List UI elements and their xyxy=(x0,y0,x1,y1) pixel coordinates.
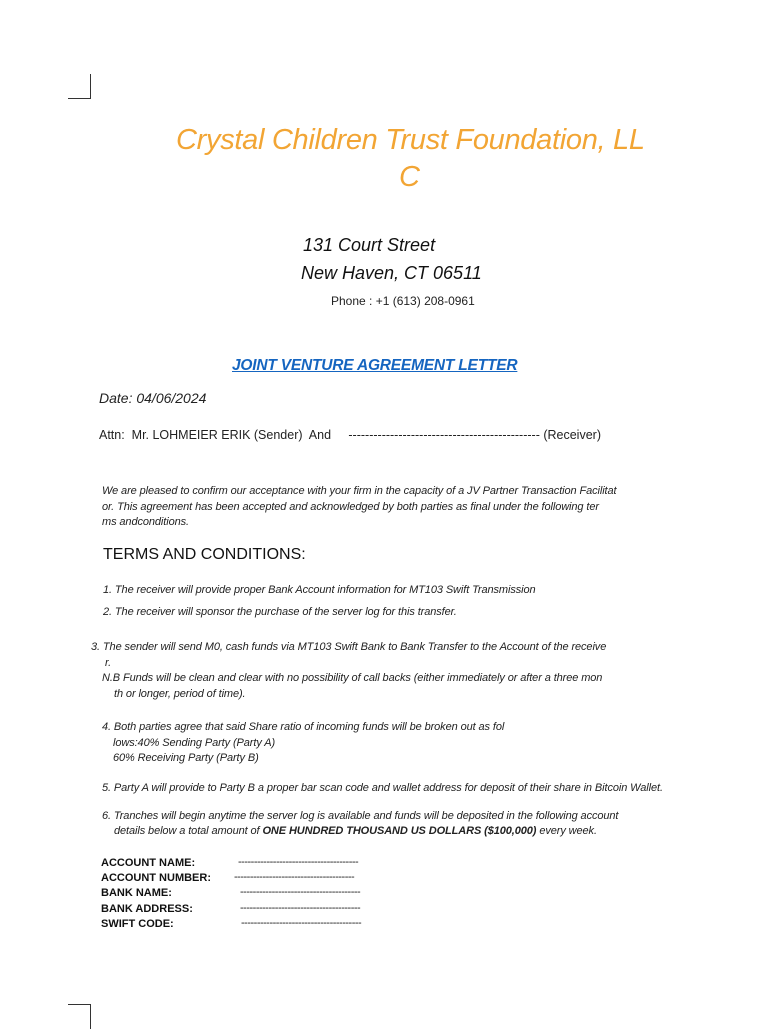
amount-text: ONE HUNDRED THOUSAND US DOLLARS ($100,000) xyxy=(262,825,537,837)
company-name-line1: Crystal Children Trust Foundation, LL xyxy=(176,124,645,156)
crop-mark-bottom xyxy=(68,1004,91,1029)
account-number-label: ACCOUNT NUMBER: xyxy=(101,872,211,884)
account-number-value: -------------------------------------- xyxy=(234,871,355,883)
term-6-cont: details below a total amount of ONE HUNDRED THOUSAND US DOLLARS ($100,000) every week. xyxy=(114,825,597,837)
address-city: New Haven, CT 06511 xyxy=(301,263,482,283)
swift-code-label: SWIFT CODE: xyxy=(101,918,174,930)
intro-line: ms andconditions. xyxy=(102,516,189,528)
bank-name-value: -------------------------------------- xyxy=(240,886,361,898)
nb-note: N.B Funds will be clean and clear with no possibility of call backs (either immediately or after a three mon xyxy=(102,672,603,684)
bank-name-label: BANK NAME: xyxy=(101,887,172,899)
term-6: 6. Tranches will begin anytime the server log is available and funds will be deposited in the following account xyxy=(102,810,619,822)
bank-address-value: -------------------------------------- xyxy=(240,902,361,914)
bank-address-label: BANK ADDRESS: xyxy=(101,903,193,915)
account-name-label: ACCOUNT NAME: xyxy=(101,857,196,869)
term-5: 5. Party A will provide to Party B a proper bar scan code and wallet address for deposit of their share in Bitcoin Wallet. xyxy=(102,782,663,794)
letter-attn: Attn: Mr. LOHMEIER ERIK (Sender) And ---------------------------------------------- (Receiver) xyxy=(99,428,601,442)
term-3: 3. The sender will send M0, cash funds via MT103 Swift Bank to Bank Transfer to the Account of the receive xyxy=(91,641,607,653)
terms-heading: TERMS AND CONDITIONS: xyxy=(103,546,306,563)
company-phone: Phone : +1 (613) 208-0961 xyxy=(331,294,475,308)
letter-date: Date: 04/06/2024 xyxy=(99,390,207,406)
nb-note-cont: th or longer, period of time). xyxy=(114,688,246,700)
term-3-cont: r. xyxy=(105,657,112,669)
term-1: 1. The receiver will provide proper Bank Account information for MT103 Swift Transmission xyxy=(103,584,536,596)
address-street: 131 Court Street xyxy=(303,235,436,255)
term-4-party-a: lows:40% Sending Party (Party A) xyxy=(113,737,276,749)
crop-mark-top xyxy=(68,74,91,99)
intro-line: We are pleased to confirm our acceptance with your firm in the capacity of a JV Partner Transaction Facilitat xyxy=(102,485,617,497)
term-4: 4. Both parties agree that said Share ratio of incoming funds will be broken out as fol xyxy=(102,721,505,733)
swift-code-value: -------------------------------------- xyxy=(241,917,362,929)
company-name-line2: C xyxy=(399,161,420,193)
account-name-value: -------------------------------------- xyxy=(238,856,359,868)
term-2: 2. The receiver will sponsor the purchase of the server log for this transfer. xyxy=(103,606,457,618)
letter-title: JOINT VENTURE AGREEMENT LETTER xyxy=(232,357,518,374)
term-4-party-b: 60% Receiving Party (Party B) xyxy=(113,752,259,764)
intro-line: or. This agreement has been accepted and acknowledged by both parties as final under the following ter xyxy=(102,501,599,513)
